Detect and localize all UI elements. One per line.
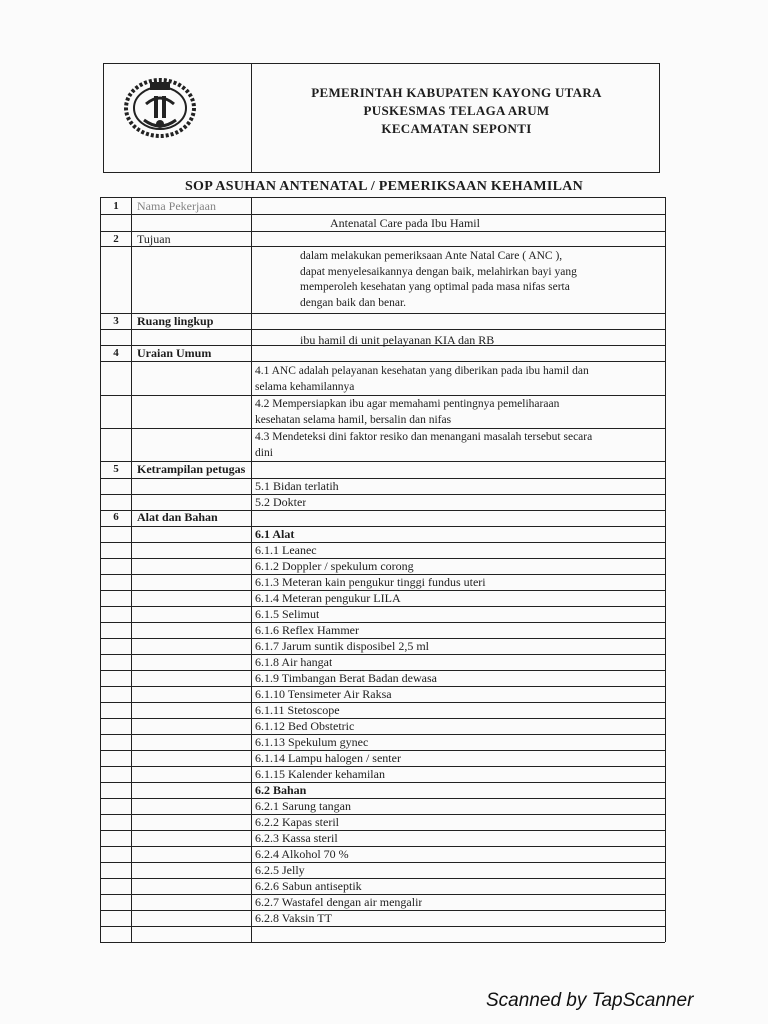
section-label: Tujuan [137,232,171,246]
row-divider [100,361,665,362]
section-number: 4 [113,347,119,359]
section-label: Nama Pekerjaan [137,199,216,213]
row-divider [100,214,665,215]
row-divider [100,734,665,735]
material-item: 6.2.7 Wastafel dengan air mengalir [255,895,423,909]
row-divider [100,910,665,911]
tool-item: 6.1.1 Leanec [255,543,317,557]
tool-item: 6.1.10 Tensimeter Air Raksa [255,687,392,701]
row-divider [100,702,665,703]
tool-item: 6.1.5 Selimut [255,607,320,621]
purpose-line: dalam melakukan pemeriksaan Ante Natal Care ( ANC ), [300,250,563,262]
row-divider [100,846,665,847]
row-divider [100,718,665,719]
tool-item: 6.1.2 Doppler / spekulum corong [255,559,414,573]
row-divider [100,654,665,655]
section-number: 2 [113,233,119,245]
tool-item: 6.1.3 Meteran kain pengukur tinggi fundus uteri [255,575,486,589]
institution-line-2: PUSKESMAS TELAGA ARUM [363,103,550,118]
row-divider [100,494,665,495]
general-item-line: selama kehamilannya [255,380,355,393]
general-item-line: dini [255,446,273,459]
general-item-line: 4.2 Mempersiapkan ibu agar memahami pentingnya pemeliharaan [255,398,560,410]
purpose-line: memperoleh kesehatan yang optimal pada masa nifas serta [300,281,570,293]
row-divider [100,329,665,330]
row-divider [100,478,665,479]
tool-item: 6.1.12 Bed Obstetric [255,719,355,733]
general-item-line: 4.1 ANC adalah pelayanan kesehatan yang diberikan pada ibu hamil dan [255,365,589,377]
row-divider [100,246,665,247]
section-label: Uraian Umum [137,346,212,360]
general-item [255,397,660,428]
row-divider [100,606,665,607]
institution-line-1: PEMERINTAH KABUPATEN KAYONG UTARA [311,85,602,100]
section-number: 5 [113,463,119,475]
materials-subtitle: 6.2 Bahan [255,783,307,797]
row-divider [100,428,665,429]
skill-item: 5.2 Dokter [255,495,307,509]
section-number: 3 [113,315,119,327]
section-label: Ruang lingkup [137,314,214,328]
material-item: 6.2.1 Sarung tangan [255,799,351,813]
section-label: Alat dan Bahan [137,510,218,524]
row-divider [100,830,665,831]
section-number: 1 [113,200,119,212]
material-item: 6.2.6 Sabun antiseptik [255,879,362,893]
row-divider [100,395,665,396]
row-divider [100,798,665,799]
institution-line-3: KECAMATAN SEPONTI [381,121,532,136]
tool-item: 6.1.15 Kalender kehamilan [255,767,385,781]
row-divider [100,231,665,232]
general-item [255,364,660,395]
tool-item: 6.1.13 Spekulum gynec [255,735,369,749]
row-divider [100,942,665,943]
general-item-line: 4.3 Mendeteksi dini faktor resiko dan menangani masalah tersebut secara [255,431,593,443]
tool-item: 6.1.11 Stetoscope [255,703,340,717]
general-item [255,430,660,461]
skill-item: 5.1 Bidan terlatih [255,479,339,493]
job-name-value: Antenatal Care pada Ibu Hamil [330,216,480,230]
material-item: 6.2.3 Kassa steril [255,831,338,845]
row-divider [100,526,665,527]
tool-item: 6.1.8 Air hangat [255,655,333,669]
tools-subtitle: 6.1 Alat [255,527,295,541]
scanner-watermark: Scanned by TapScanner [486,990,694,1011]
row-divider [100,782,665,783]
row-divider [100,878,665,879]
material-item: 6.2.8 Vaksin TT [255,911,332,925]
material-item: 6.2.2 Kapas steril [255,815,339,829]
row-divider [100,622,665,623]
tool-item: 6.1.7 Jarum suntik disposibel 2,5 ml [255,639,429,653]
tool-item: 6.1.9 Timbangan Berat Badan dewasa [255,671,437,685]
tool-item: 6.1.6 Reflex Hammer [255,623,359,637]
scope-value: ibu hamil di unit pelayanan KIA dan RB [300,333,495,347]
material-item: 6.2.5 Jelly [255,863,305,877]
row-divider [100,197,665,198]
section-number: 6 [113,511,119,523]
row-divider [100,862,665,863]
row-divider [100,814,665,815]
tool-item: 6.1.14 Lampu halogen / senter [255,751,401,765]
sop-title: SOP ASUHAN ANTENATAL / PEMERIKSAAN KEHAMILAN [184,179,584,194]
section-label: Ketrampilan petugas [137,462,246,476]
general-item-line: kesehatan selama hamil, bersalin dan nifas [255,413,452,426]
material-item: 6.2.4 Alkohol 70 % [255,847,349,861]
purpose-line: dapat menyelesaikannya dengan baik, melahirkan bayi yang [300,265,577,278]
row-divider [100,542,665,543]
purpose-paragraph [300,249,660,311]
table-border-right [665,197,666,942]
tool-item: 6.1.4 Meteran pengukur LILA [255,591,401,605]
row-divider [100,926,665,927]
purpose-line: dengan baik dan benar. [300,296,407,309]
